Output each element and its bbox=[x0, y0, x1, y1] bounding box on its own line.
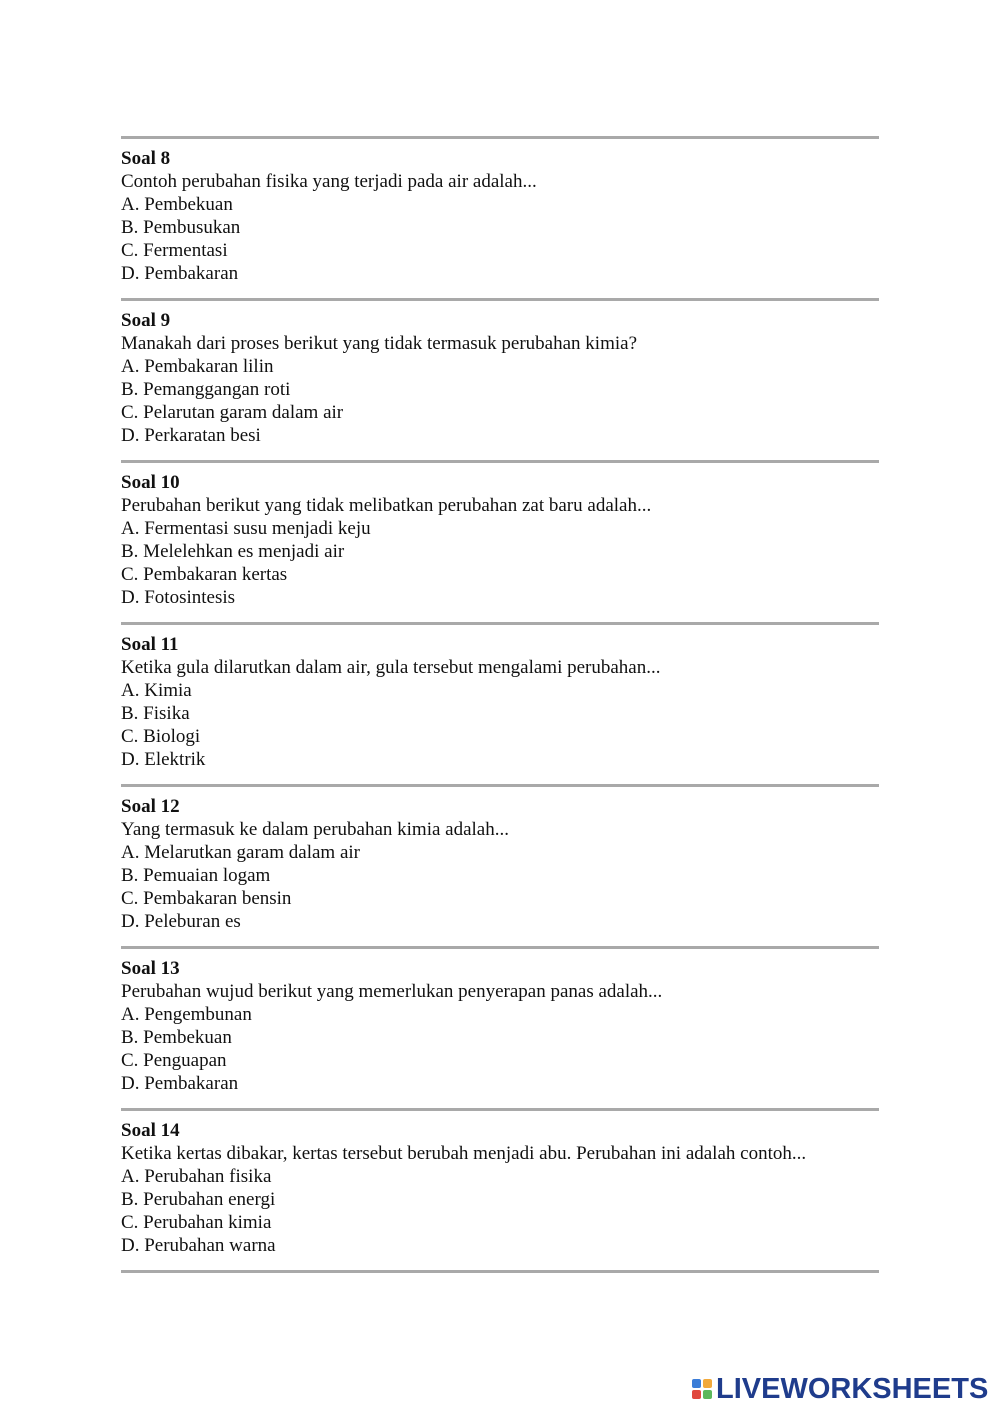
answer-option[interactable]: D. Perubahan warna bbox=[121, 1235, 276, 1256]
answer-option[interactable]: C. Pembakaran kertas bbox=[121, 564, 288, 585]
liveworksheets-logo-icon bbox=[692, 1379, 712, 1399]
answer-option[interactable]: C. Perubahan kimia bbox=[121, 1212, 272, 1233]
answer-option[interactable]: D. Pembakaran bbox=[121, 1073, 239, 1094]
answer-option[interactable]: C. Biologi bbox=[121, 726, 201, 747]
question-block bbox=[121, 301, 879, 460]
question-list bbox=[121, 139, 879, 1273]
answer-option[interactable]: C. Fermentasi bbox=[121, 240, 228, 261]
answer-option[interactable]: A. Pembekuan bbox=[121, 194, 233, 215]
answer-option[interactable]: A. Perubahan fisika bbox=[121, 1166, 272, 1187]
answer-option[interactable]: A. Pengembunan bbox=[121, 1004, 252, 1025]
answer-option[interactable]: A. Melarutkan garam dalam air bbox=[121, 842, 360, 863]
question-title: Soal 8 bbox=[121, 148, 171, 169]
question-title: Soal 9 bbox=[121, 310, 171, 331]
question-title: Soal 10 bbox=[121, 472, 180, 493]
answer-option[interactable]: B. Pemuaian logam bbox=[121, 865, 271, 886]
divider bbox=[121, 1270, 879, 1273]
question-text: Ketika kertas dibakar, kertas tersebut berubah menjadi abu. Perubahan ini adalah contoh... bbox=[121, 1143, 807, 1164]
answer-option[interactable]: C. Pelarutan garam dalam air bbox=[121, 402, 344, 423]
answer-option[interactable]: B. Pemanggangan roti bbox=[121, 379, 291, 400]
answer-option[interactable]: C. Pembakaran bensin bbox=[121, 888, 292, 909]
question-title: Soal 13 bbox=[121, 958, 180, 979]
answer-option[interactable]: D. Elektrik bbox=[121, 749, 206, 770]
brand-text: LIVEWORKSHEETS bbox=[716, 1373, 989, 1405]
question-text: Manakah dari proses berikut yang tidak termasuk perubahan kimia? bbox=[121, 333, 637, 354]
question-title: Soal 14 bbox=[121, 1120, 180, 1141]
worksheet-page bbox=[121, 136, 879, 1273]
question-text: Contoh perubahan fisika yang terjadi pada air adalah... bbox=[121, 171, 537, 192]
question-block bbox=[121, 949, 879, 1108]
answer-option[interactable]: B. Pembusukan bbox=[121, 217, 241, 238]
answer-option[interactable]: D. Peleburan es bbox=[121, 911, 241, 932]
question-block bbox=[121, 625, 879, 784]
liveworksheets-brand[interactable] bbox=[692, 1374, 988, 1404]
question-text: Ketika gula dilarutkan dalam air, gula tersebut mengalami perubahan... bbox=[121, 657, 661, 678]
answer-option[interactable]: B. Melelehkan es menjadi air bbox=[121, 541, 345, 562]
logo-square bbox=[692, 1390, 701, 1399]
answer-option[interactable]: A. Pembakaran lilin bbox=[121, 356, 274, 377]
answer-option[interactable]: B. Perubahan energi bbox=[121, 1189, 276, 1210]
question-block bbox=[121, 463, 879, 622]
answer-option[interactable]: A. Kimia bbox=[121, 680, 192, 701]
answer-option[interactable]: A. Fermentasi susu menjadi keju bbox=[121, 518, 371, 539]
question-title: Soal 12 bbox=[121, 796, 180, 817]
question-text: Yang termasuk ke dalam perubahan kimia adalah... bbox=[121, 819, 509, 840]
logo-square bbox=[692, 1379, 701, 1388]
answer-option[interactable]: D. Perkaratan besi bbox=[121, 425, 261, 446]
question-block bbox=[121, 139, 879, 298]
question-block bbox=[121, 1111, 879, 1270]
answer-option[interactable]: D. Pembakaran bbox=[121, 263, 239, 284]
question-text: Perubahan berikut yang tidak melibatkan perubahan zat baru adalah... bbox=[121, 495, 652, 516]
answer-option[interactable]: C. Penguapan bbox=[121, 1050, 227, 1071]
logo-square bbox=[703, 1379, 712, 1388]
logo-square bbox=[703, 1390, 712, 1399]
question-block bbox=[121, 787, 879, 946]
answer-option[interactable]: B. Pembekuan bbox=[121, 1027, 232, 1048]
answer-option[interactable]: B. Fisika bbox=[121, 703, 190, 724]
question-text: Perubahan wujud berikut yang memerlukan penyerapan panas adalah... bbox=[121, 981, 663, 1002]
answer-option[interactable]: D. Fotosintesis bbox=[121, 587, 236, 608]
question-title: Soal 11 bbox=[121, 634, 179, 655]
